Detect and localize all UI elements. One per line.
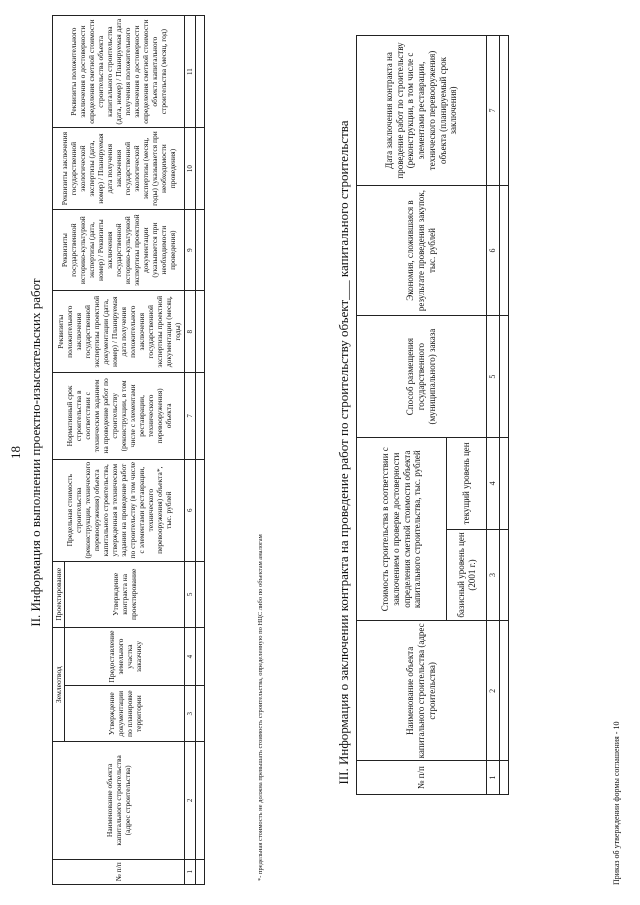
hdr-design-a: Утверждение контракта на проектирование	[65, 561, 185, 627]
hdr-exp3: Реквизиты заключения государственной экологической экспертизы (дата, номер) / Планируемая дата получения заключения государственной экологической экспертизы (месяц, годы) (указывается при необходимости проведения)	[53, 128, 185, 210]
s3-hdr-method: Способ размещения государственного (муниципального) заказа	[357, 316, 487, 438]
col-num: 7	[487, 36, 500, 186]
col-num: 6	[185, 459, 196, 561]
s3-hdr-economy: Экономия, сложившаяся в результате проведения закупок, тыс. рублей	[357, 185, 487, 315]
col-num: 5	[185, 561, 196, 627]
hdr-design: Проектирование	[53, 561, 65, 627]
footnote: *- предельная стоимость не должна превышать стоимость строительства, определенную по НЦС либо по объектам аналогам	[257, 534, 264, 881]
hdr-term: Нормативный срок строительства в соответствии с техническим заданием на проведение работ по строительству (реконструкции, в том числе с элементами реставрации, технического перевооружения) объекта	[53, 373, 185, 460]
hdr-exp1: Реквизиты положительного заключения государственной экспертизы проектной документации (дата, номер) / Планируемая дата получения положительного заключения государственной экспертизы проектной документации (месяц, годы)	[53, 291, 185, 373]
section2-table	[52, 15, 205, 885]
hdr-name: Наименование объекта капитального строительства (адрес строительства)	[53, 742, 185, 859]
empty-row	[196, 16, 205, 885]
s3-hdr-cost: Стоимость строительства в соответствии с заключением о проверке достоверности определения сметной стоимости объекта капитального строительства, тыс. рублей	[357, 438, 447, 621]
s3-hdr-cost-cur: текущий уровень цен	[447, 438, 487, 530]
s3-hdr-no: № п/п	[357, 761, 487, 795]
s3-col-number-row	[487, 36, 500, 795]
col-num: 8	[185, 291, 196, 373]
col-num: 4	[487, 438, 500, 530]
col-num: 11	[185, 16, 196, 128]
section2-title: II. Информация о выполнении проектно-изыскательских работ	[28, 278, 43, 627]
hdr-land-a: Утверждение документации по планировке территории	[65, 686, 185, 742]
order-note: Приказ об утверждении формы соглашения - 10	[612, 721, 621, 885]
s3-hdr-date: Дата заключения контракта на проведение работ по строительству (реконструкции, в том числе с элементами реставрации, технического перевооружения) объекта (планируемый срок заключения)	[357, 36, 487, 186]
hdr-land: Землеотвод	[53, 627, 65, 741]
col-num: 6	[487, 185, 500, 315]
hdr-cost: Предельная стоимость строительства (реконструкции, технического перевооружения) объекта капитального строительства, утвержденная в техническом задании на проведение работ по строительству (в том числе с элементами реставрации, технического перевооружения) объекта*, тыс. рублей	[53, 459, 185, 561]
s3-empty-row	[499, 36, 508, 795]
col-num: 1	[185, 859, 196, 884]
col-number-row	[185, 16, 196, 885]
col-num: 3	[185, 686, 196, 742]
col-num: 7	[185, 373, 196, 460]
s3-hdr-name: Наименование объекта капитального строительства (адрес строительства)	[357, 621, 487, 761]
col-num: 5	[487, 316, 500, 438]
section3-table	[356, 35, 509, 795]
col-num: 10	[185, 128, 196, 210]
col-num: 1	[487, 761, 500, 795]
s3-hdr-cost-base: базисный уровень цен (2001 г.)	[447, 529, 487, 621]
col-num: 3	[487, 529, 500, 621]
section3-title: III. Информация о заключении контракта на проведение работ по строительству объект___ капитального строительства	[336, 120, 351, 785]
hdr-no: № п/п	[53, 859, 185, 884]
col-num: 9	[185, 209, 196, 291]
page-number: 18	[8, 446, 23, 459]
hdr-exp2: Реквизиты государственной историко-культурной экспертизы (дата, номер) / Реквизиты заключения государственной историко-культурной экспертизы проектной документации (указывается при необходимости проведения)	[53, 209, 185, 291]
col-num: 4	[185, 627, 196, 685]
hdr-exp4: Реквизиты положительного заключения о достоверности определения сметной стоимости строительства объекта капитального строительства (дата, номер) / Планируемая дата получения положительного заключения о достоверности определения сметной стоимости объекта капитального строительства (месяц, год)	[53, 16, 185, 128]
hdr-land-b: Предоставление земельного участка заказчику	[65, 627, 185, 685]
col-num: 2	[487, 621, 500, 761]
col-num: 2	[185, 742, 196, 859]
